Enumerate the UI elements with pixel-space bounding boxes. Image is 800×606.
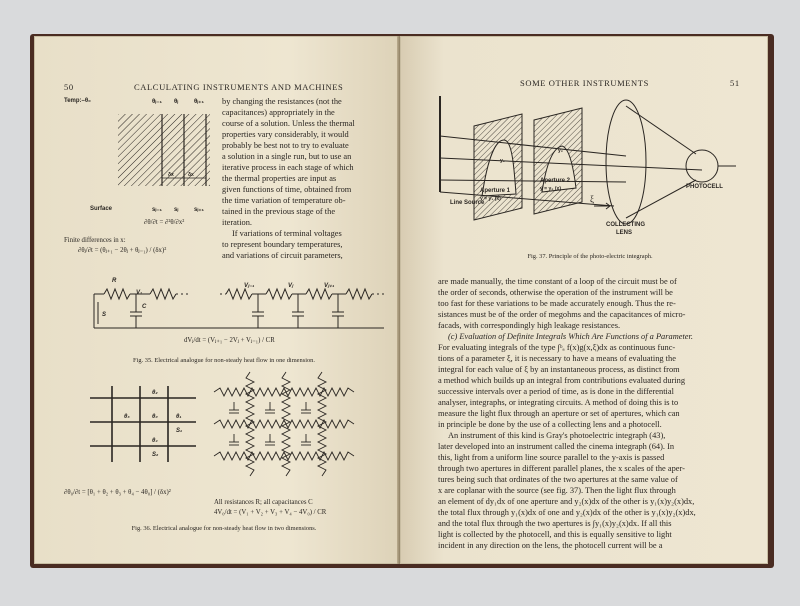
theta-jm1-label: θⱼ₋₁ [152, 99, 162, 105]
column-line: the time variation of temperature ob- [222, 196, 346, 205]
fig36-equation: ∂θ₀/∂t = [θ₁ + θ₂ + θ₃ + θ₄ − 4θ₀] / (δx)² [64, 489, 171, 496]
body-line: are made manually, the time constant of a loop of the circuit must be of [438, 277, 677, 286]
aperture1-label: Aperture 1 [480, 188, 511, 194]
running-header-left: CALCULATING INSTRUMENTS AND MACHINES [134, 82, 344, 92]
column-line: iteration. [222, 218, 252, 227]
right-page [400, 36, 768, 564]
column-line: tained in the previous stage of the [222, 207, 336, 216]
heat-grid-diagram [118, 114, 218, 194]
s-label: S [102, 312, 107, 318]
s-jp1-label: sⱼ₊₁ [194, 207, 205, 213]
fig35-caption: Fig. 35. Electrical analogue for non-steady heat flow in one dimension. [133, 357, 315, 364]
body-line: facads, with correspondingly high leakage resistances. [438, 321, 621, 330]
body-line: x are coplanar with the source (see fig. 37). Then the light flux through [438, 486, 676, 495]
network-2d-diagram [214, 372, 364, 482]
c-label: C [142, 304, 147, 310]
theta4-label: θ₄ [152, 438, 158, 444]
body-line: a method which builds up an integral from contributions evaluated during [438, 376, 686, 385]
column-line: the thermal properties are input as [222, 174, 337, 183]
body-line: measure the light flux through an aperture or set of apertures, which can [438, 409, 680, 418]
column-line: given functions of time, obtained from [222, 185, 352, 194]
heat-equation: ∂θ/∂t = ∂²θ/∂x² [144, 219, 185, 226]
collecting-label: COLLECTING [606, 222, 645, 228]
all-resistances-note: All resistances R; all capacitances C [214, 499, 313, 506]
body-line: light is collected by the photocell, and this is equally sensitive to light [438, 530, 672, 539]
theta1-label: θ₁ [176, 414, 182, 420]
page-number-left: 50 [64, 82, 74, 92]
dx-label-2: δx [188, 172, 194, 178]
running-header-right: SOME OTHER INSTRUMENTS [520, 78, 649, 88]
body-line: An instrument of this kind is Gray's photoelectric integraph (43), [448, 431, 666, 440]
body-line: later developed into an instrument called the cinema integraph (64). In [438, 442, 675, 451]
body-line: incident in any direction on the lens, the photocell current will be a [438, 541, 663, 550]
column-line: and variations of circuit parameters, [222, 251, 343, 260]
body-line: sistances must be of the order of megohms and the capacitances of micro- [438, 310, 686, 319]
aperture2-label: Aperture 2 [540, 178, 571, 184]
aperture1-sub: y = y₁ (x) [480, 196, 501, 202]
fig35-equation: dVⱼ/dt = (Vⱼ₊₁ − 2Vⱼ + Vⱼ₋₁) / CR [184, 337, 275, 344]
s-jm1-label: sⱼ₋₁ [152, 207, 163, 213]
photocell-label: PHOTOCELL [686, 184, 723, 190]
column-line: properties vary considerably, it would [222, 130, 349, 139]
s2-label: S₂ [152, 452, 159, 458]
page-number-right: 51 [730, 78, 740, 88]
s-j-label: sⱼ [174, 207, 179, 213]
body-line: tures being such that ordinates of the two apertures at the same value of [438, 475, 678, 484]
body-line: in principle be done by the use of a collecting lens and a photocell. [438, 420, 662, 429]
v1-label: V₁ [136, 290, 143, 296]
column-line: probably be best not to try to evaluate [222, 141, 349, 150]
circuit-1d-diagram [90, 268, 390, 334]
body-line: For evaluating integrals of the type ∫ᵇₐ f(x)g(x,ξ)dx as continuous func- [438, 343, 676, 352]
temp-label: Temp:–θ₀ [64, 98, 91, 104]
column-line: to represent boundary temperatures, [222, 240, 343, 249]
s1-label: S₁ [176, 428, 183, 434]
xi-label: ξ [590, 194, 595, 204]
aperture2-sub: y = y₂ (x) [540, 186, 561, 192]
body-text [438, 276, 750, 551]
y1-label: y₁ [500, 158, 505, 164]
finite-diff-equation: ∂θⱼ/∂t = (θⱼ₊₁ − 2θⱼ + θⱼ₋₁) / (δx)² [78, 247, 167, 254]
body-line: through two apertures in different parallel planes, the x scales of the aper- [438, 464, 685, 473]
theta0-label: θ₀ [152, 414, 158, 420]
body-line: the order of seconds, otherwise the operation of the instrument will be [438, 288, 673, 297]
body-line: analyser, integraphs, or integrating circuits. A method of doing this is to [438, 398, 679, 407]
column-line: by changing the resistances (not the [222, 97, 342, 106]
finite-diff-label: Finite differences in x: [64, 237, 126, 244]
body-line: the total flux through y₁(x)dx of one and y₂(x)dx of the other is y₁(x)y₂(x)dx, [438, 508, 696, 517]
column-line: capacitances) appropriately in the [222, 108, 335, 117]
body-line: tions of a parameter ξ, it is necessary to have a means of evaluating the [438, 354, 676, 363]
grid-2d-diagram [90, 386, 200, 466]
vjp1-label: Vⱼ₊₁ [324, 283, 335, 289]
theta3-label: θ₃ [124, 414, 130, 420]
line-source-label: Line Source [450, 200, 485, 206]
column-line: course of a solution. Unless the thermal [222, 119, 355, 128]
column-line: iterative process in each stage of which [222, 163, 354, 172]
column-line: a solution in a single run, but to use an [222, 152, 352, 161]
fig36-caption: Fig. 36. Electrical analogue for non-steady heat flow in two dimensions. [131, 525, 317, 532]
theta-j-label: θⱼ [174, 99, 179, 105]
theta-jp1-label: θⱼ₊₁ [194, 99, 204, 105]
body-line: integral for each value of ξ by an instantaneous process, as distinct from [438, 365, 680, 374]
lens-label: LENS [616, 230, 633, 236]
integraph-diagram [434, 96, 744, 246]
body-line: too fast for these variations to be made accurately enough. Thus the re- [438, 299, 676, 308]
theta2-label: θ₂ [152, 390, 158, 396]
y2-label: y₂ [558, 148, 564, 154]
body-line: this, light from a uniform line source parallel to the y-axis is passed [438, 453, 665, 462]
body-line: an element of dy₁dx of one aperture and y₂(x)dx of the other is y₁(x)y₂(x)dx, [438, 497, 695, 506]
vj-label: Vⱼ [288, 283, 294, 289]
fig37-caption: Fig. 37. Principle of the photo-electric integraph. [527, 253, 653, 260]
surface-label: Surface [90, 206, 113, 212]
section-heading: (c) Evaluation of Definite Integrals Which Are Functions of a Parameter. [448, 332, 693, 341]
r-label: R [112, 278, 117, 284]
column-line: If variations of terminal voltages [232, 229, 342, 238]
body-line: successive intervals over a period of time, as is done in the differential [438, 387, 674, 396]
left-page [34, 36, 400, 564]
vjm1-label: Vⱼ₋₁ [244, 283, 255, 289]
column-text [222, 96, 392, 261]
dx-label-1: δx [168, 172, 174, 178]
body-line: and the total flux through the two apertures is ∫y₁(x)y₂(x)dx. If all this [438, 519, 672, 528]
fig36-equation-2: 4V₀/dt = (V₁ + V₂ + V₃ + V₄ − 4V₀) / CR [214, 509, 327, 516]
